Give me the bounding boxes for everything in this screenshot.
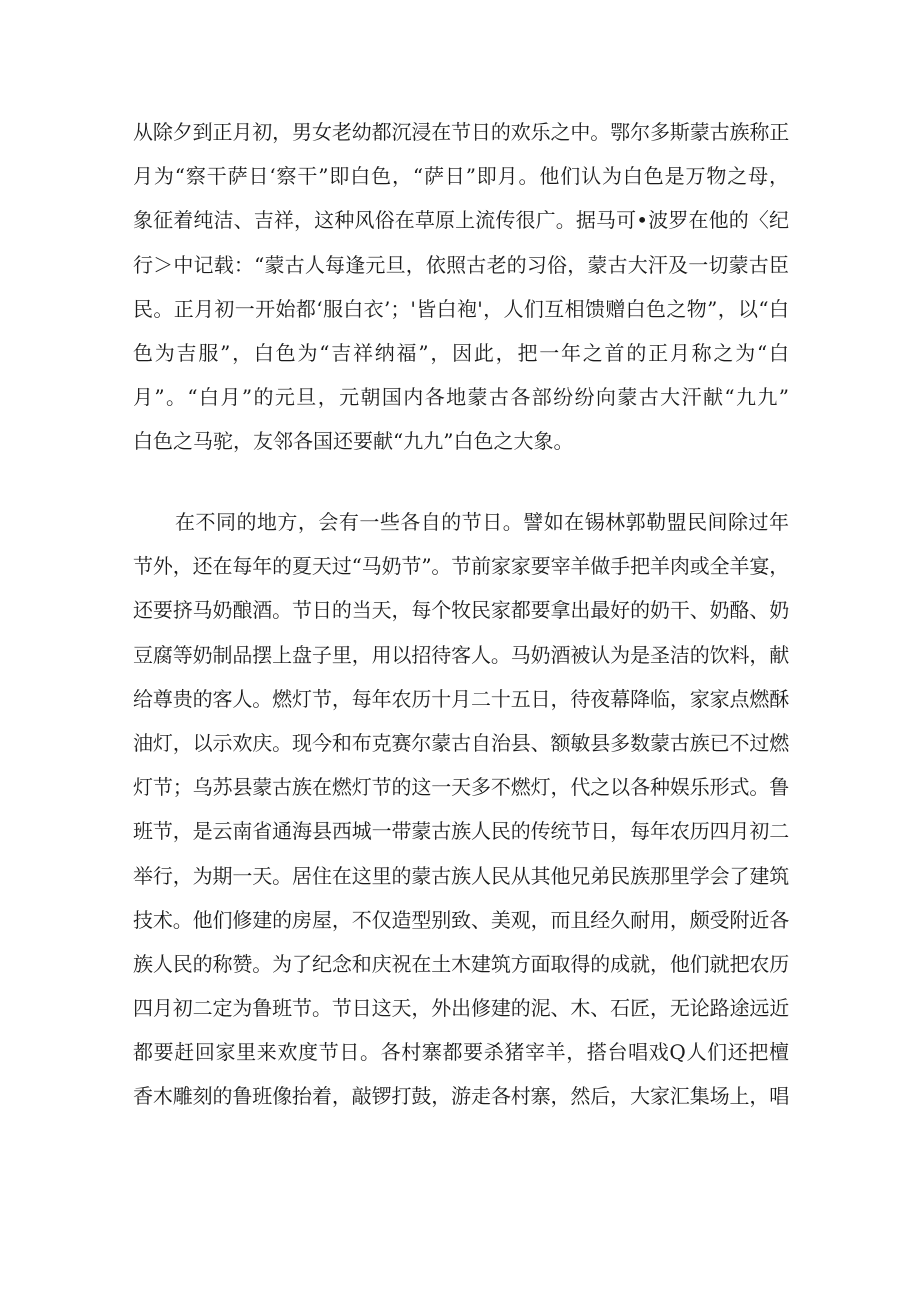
- text-line: 白色之马驼，友邻各国还要献“九九”白色之大象。: [133, 429, 574, 454]
- text-line: 还要挤马奶酿酒。节日的当天，每个牧民家都要拿出最好的奶干、奶酪、奶: [133, 598, 789, 623]
- text-line: 都要赶回家里来欢度节日。各村寨都要杀猪宰羊，搭台唱戏Q人们还把檀: [133, 1040, 789, 1065]
- text-line: 班节，是云南省通海县西城一带蒙古族人民的传统节日，每年农历四月初二: [133, 819, 789, 844]
- text-line: 月为“察干萨日‘察干”即白色，“萨日”即月。他们认为白色是万物之母，: [133, 164, 789, 189]
- text-line: 在不同的地方，会有一些各自的节日。譬如在锡林郭勒盟民间除过年: [175, 510, 789, 534]
- text-line: 给尊贵的客人。燃灯节，每年农历十月二十五日，待夜幕降临，家家点燃酥: [133, 686, 789, 711]
- text-line: 象征着纯洁、吉祥，这种风俗在草原上流传很广。据马可•波罗在他的〈纪: [133, 208, 789, 233]
- text-line: 行＞中记载：“蒙古人每逢元旦，依照古老的习俗，蒙古大汗及一切蒙古臣: [133, 252, 789, 277]
- text-line: 色为吉服”，白色为“吉祥纳福”，因此，把一年之首的正月称之为“白: [133, 340, 789, 365]
- text-line: 举行，为期一天。居住在这里的蒙古族人民从其他兄弟民族那里学会了建筑: [133, 863, 789, 888]
- paragraph-white-month: [133, 110, 789, 464]
- text-line: 香木雕刻的鲁班像抬着，敲锣打鼓，游走各村寨，然后，大家汇集场上，唱: [133, 1084, 789, 1109]
- text-line: 民。正月初一开始都‘服白衣’；'皆白袍'，人们互相馈赠白色之物”，以“白: [133, 296, 789, 321]
- text-line: 四月初二定为鲁班节。节日这天，外出修建的泥、木、石匠，无论路途远近: [133, 996, 789, 1021]
- text-line: 族人民的称赞。为了纪念和庆祝在土木建筑方面取得的成就，他们就把农历: [133, 951, 789, 976]
- text-line: 从除夕到正月初，男女老幼都沉浸在节日的欢乐之中。鄂尔多斯蒙古族称正: [133, 120, 789, 144]
- text-line: 油灯，以示欢庆。现今和布克赛尔蒙古自治县、额敏县多数蒙古族已不过燃: [133, 730, 789, 755]
- paragraph-local-festivals: [133, 500, 789, 1119]
- text-line: 技术。他们修建的房屋，不仅造型别致、美观，而且经久耐用，颇受附近各: [133, 907, 789, 932]
- text-line: 节外，还在每年的夏天过“马奶节”。节前家家要宰羊做手把羊肉或全羊宴，: [133, 554, 789, 579]
- text-line: 月”。“白月”的元旦，元朝国内各地蒙古各部纷纷向蒙古大汗献“九九”: [133, 385, 789, 410]
- text-line: 灯节；乌苏县蒙古族在燃灯节的这一天多不燃灯，代之以各种娱乐形式。鲁: [133, 775, 789, 800]
- text-line: 豆腐等奶制品摆上盘子里，用以招待客人。马奶酒被认为是圣洁的饮料，献: [133, 642, 789, 667]
